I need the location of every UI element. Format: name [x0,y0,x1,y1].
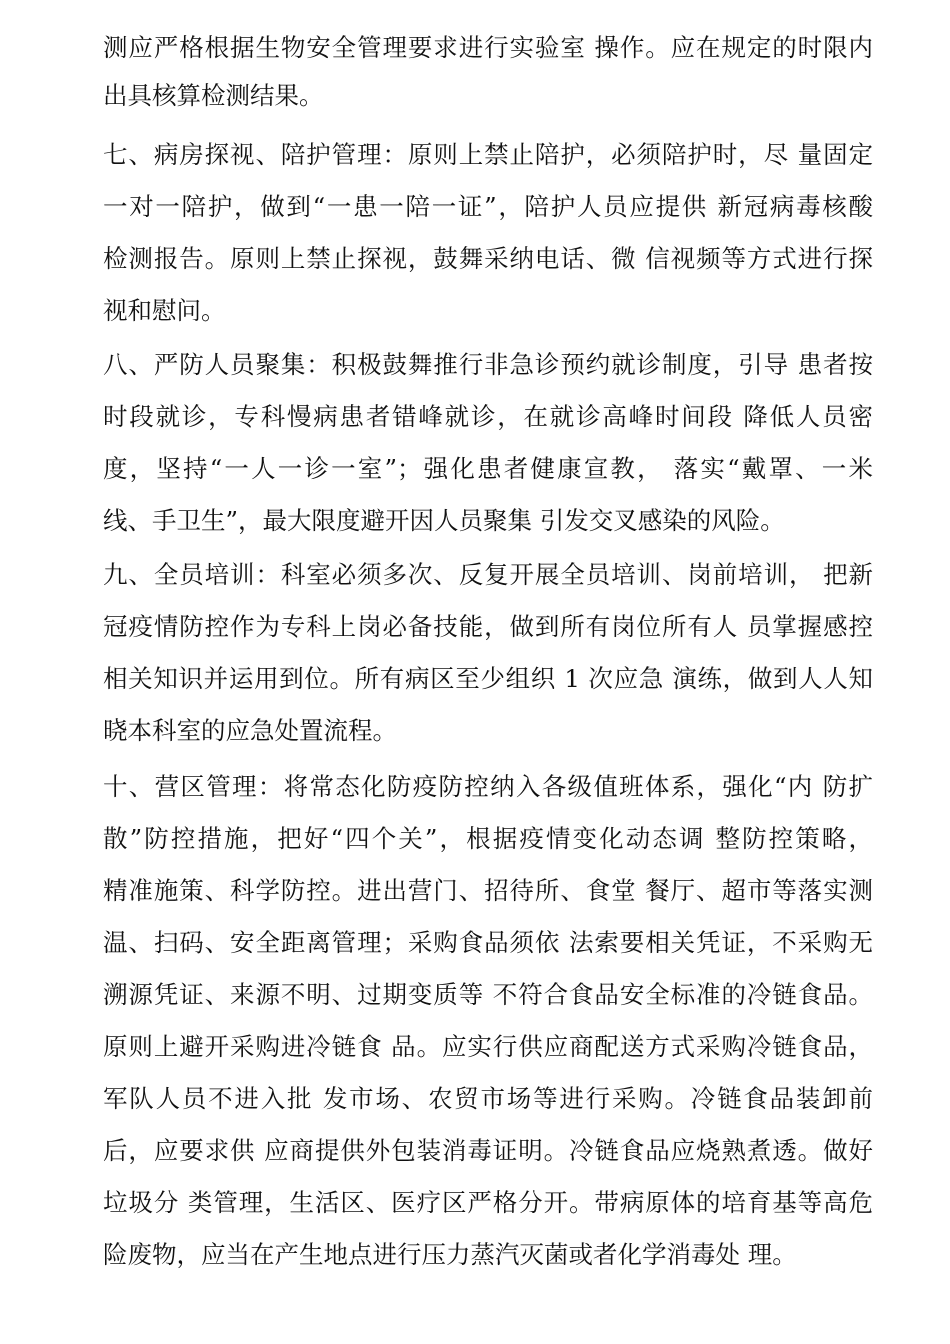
text-line: 时段就诊，专科慢病患者错峰就诊，在就诊高峰时间段 降低人员密 [103,402,873,431]
text-line: 相关知识并运用到位。所有病区至少组织 1 次应急 演练，做到人人知 [103,664,873,693]
text-line: 八、严防人员聚集：积极鼓舞推行非急诊预约就诊制度，引导 患者按 [103,350,873,379]
text-line: 检测报告。原则上禁止探视，鼓舞采纳电话、微 信视频等方式进行探 [103,244,873,273]
text-line: 溯源凭证、来源不明、过期变质等 不符合食品安全标准的冷链食品。 [103,980,873,1009]
text-line: 七、病房探视、陪护管理：原则上禁止陪护，必须陪护时，尽 量固定 [103,140,873,169]
text-line: 视和慰问。 [103,296,226,325]
text-line: 度，坚持“一人一诊一室”；强化患者健康宣教， 落实“戴罩、一米 [103,454,873,483]
text-line: 九、全员培训：科室必须多次、反复开展全员培训、岗前培训， 把新 [103,560,873,589]
text-line: 精准施策、科学防控。进出营门、招待所、食堂 餐厅、超市等落实测 [103,876,873,905]
text-line: 晓本科室的应急处置流程。 [103,716,397,745]
text-line: 军队人员不进入批 发市场、农贸市场等进行采购。冷链食品装卸前 [103,1084,873,1113]
text-line: 线、手卫生”，最大限度避开因人员聚集 引发交叉感染的风险。 [103,506,785,535]
text-line: 出具核算检测结果。 [103,81,324,110]
text-line: 测应严格根据生物安全管理要求进行实验室 操作。应在规定的时限内 [103,33,873,62]
text-line: 散”防控措施，把好“四个关”，根据疫情变化动态调 整防控策略， [103,824,873,853]
text-line: 冠疫情防控作为专科上岗必备技能，做到所有岗位所有人 员掌握感控 [103,612,873,641]
text-line: 十、营区管理：将常态化防疫防控纳入各级值班体系，强化“内 防扩 [103,772,873,801]
text-line: 险废物，应当在产生地点进行压力蒸汽灭菌或者化学消毒处 理。 [103,1240,797,1269]
text-line: 一对一陪护，做到“一患一陪一证”，陪护人员应提供 新冠病毒核酸 [103,192,873,221]
text-line: 原则上避开采购进冷链食 品。应实行供应商配送方式采购冷链食品， [103,1032,873,1061]
text-line: 后，应要求供 应商提供外包装消毒证明。冷链食品应烧熟煮透。做好 [103,1136,873,1165]
text-line: 垃圾分 类管理，生活区、医疗区严格分开。带病原体的培育基等高危 [103,1188,873,1217]
text-line: 温、扫码、安全距离管理；采购食品须依 法索要相关凭证，不采购无 [103,928,873,957]
